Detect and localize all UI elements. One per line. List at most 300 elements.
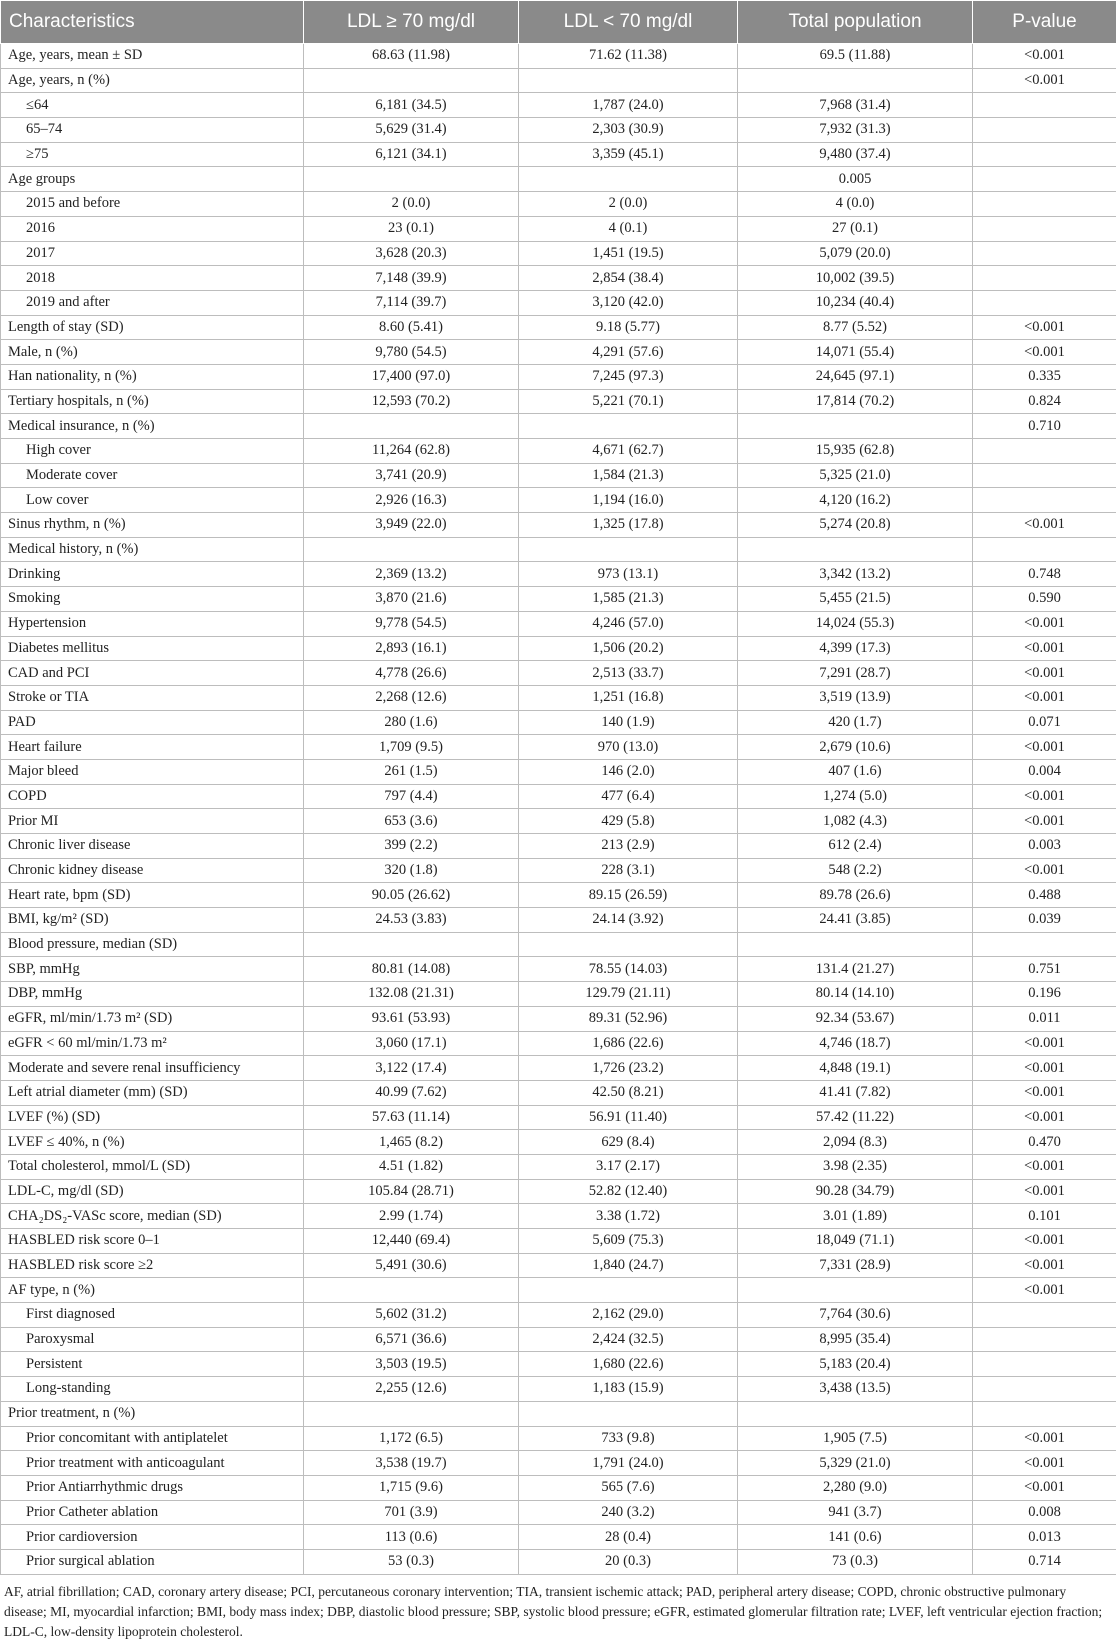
cell-ldl-high: 701 (3.9) (304, 1500, 519, 1525)
row-label: Prior concomitant with antiplatelet (1, 1426, 304, 1451)
cell-ldl-low: 970 (13.0) (519, 735, 738, 760)
cell-ldl-low: 1,194 (16.0) (519, 488, 738, 513)
cell-p-value: 0.590 (973, 587, 1116, 612)
cell-ldl-low: 2,424 (32.5) (519, 1327, 738, 1352)
cell-p-value: <0.001 (973, 784, 1116, 809)
cell-ldl-high: 3,060 (17.1) (304, 1031, 519, 1056)
row-label: SBP, mmHg (1, 957, 304, 982)
cell-p-value: 0.011 (973, 1006, 1116, 1031)
table-row (1, 167, 1116, 192)
cell-p-value: <0.001 (973, 1229, 1116, 1254)
table-row (1, 1204, 1116, 1229)
cell-p-value (973, 266, 1116, 291)
cell-total: 80.14 (14.10) (738, 982, 973, 1007)
cell-ldl-high: 3,870 (21.6) (304, 587, 519, 612)
row-label: Prior Antiarrhythmic drugs (1, 1475, 304, 1500)
row-label: Moderate and severe renal insufficiency (1, 1056, 304, 1081)
cell-p-value (973, 1401, 1116, 1426)
table-row (1, 44, 1116, 69)
cell-p-value: <0.001 (973, 513, 1116, 538)
table-row (1, 1475, 1116, 1500)
cell-total: 1,274 (5.0) (738, 784, 973, 809)
cell-ldl-low: 1,325 (17.8) (519, 513, 738, 538)
table-row (1, 340, 1116, 365)
cell-ldl-high: 3,949 (22.0) (304, 513, 519, 538)
table-row (1, 192, 1116, 217)
cell-ldl-high: 132.08 (21.31) (304, 982, 519, 1007)
cell-p-value: 0.824 (973, 389, 1116, 414)
table-row (1, 1056, 1116, 1081)
cell-ldl-low: 1,585 (21.3) (519, 587, 738, 612)
cell-total: 89.78 (26.6) (738, 883, 973, 908)
cell-ldl-low: 1,251 (16.8) (519, 685, 738, 710)
table-row (1, 932, 1116, 957)
table-row (1, 439, 1116, 464)
cell-ldl-high: 17,400 (97.0) (304, 364, 519, 389)
table-row (1, 908, 1116, 933)
row-label: LVEF ≤ 40%, n (%) (1, 1130, 304, 1155)
row-label: Persistent (1, 1352, 304, 1377)
row-label: High cover (1, 439, 304, 464)
row-label: Prior treatment with anticoagulant (1, 1451, 304, 1476)
cell-p-value: 0.004 (973, 759, 1116, 784)
row-label: Medical insurance, n (%) (1, 414, 304, 439)
table-row (1, 1500, 1116, 1525)
cell-p-value (973, 118, 1116, 143)
cell-ldl-high: 261 (1.5) (304, 759, 519, 784)
cell-ldl-low: 20 (0.3) (519, 1549, 738, 1574)
cell-ldl-high (304, 167, 519, 192)
cell-ldl-high: 2,255 (12.6) (304, 1377, 519, 1402)
cell-p-value (973, 537, 1116, 562)
cell-p-value: <0.001 (973, 1056, 1116, 1081)
cell-p-value: 0.710 (973, 414, 1116, 439)
cell-ldl-high: 3,122 (17.4) (304, 1056, 519, 1081)
cell-ldl-high: 3,538 (19.7) (304, 1451, 519, 1476)
row-label: Paroxysmal (1, 1327, 304, 1352)
row-label: Smoking (1, 587, 304, 612)
cell-ldl-high: 6,571 (36.6) (304, 1327, 519, 1352)
cell-ldl-high: 12,440 (69.4) (304, 1229, 519, 1254)
cell-ldl-high (304, 68, 519, 93)
table-row (1, 537, 1116, 562)
cell-p-value (973, 1327, 1116, 1352)
table-row (1, 809, 1116, 834)
cell-ldl-low: 240 (3.2) (519, 1500, 738, 1525)
cell-total: 14,024 (55.3) (738, 611, 973, 636)
row-label: eGFR, ml/min/1.73 m² (SD) (1, 1006, 304, 1031)
row-label: Blood pressure, median (SD) (1, 932, 304, 957)
cell-total: 24.41 (3.85) (738, 908, 973, 933)
row-label: 2019 and after (1, 290, 304, 315)
cell-total: 7,968 (31.4) (738, 93, 973, 118)
cell-ldl-high: 2,893 (16.1) (304, 636, 519, 661)
cell-p-value: <0.001 (973, 735, 1116, 760)
cell-ldl-high: 7,148 (39.9) (304, 266, 519, 291)
table-row (1, 290, 1116, 315)
cell-ldl-low: 129.79 (21.11) (519, 982, 738, 1007)
row-label: Sinus rhythm, n (%) (1, 513, 304, 538)
cell-ldl-low (519, 1278, 738, 1303)
row-label: Major bleed (1, 759, 304, 784)
cell-p-value: 0.013 (973, 1525, 1116, 1550)
cell-ldl-low: 4,291 (57.6) (519, 340, 738, 365)
row-label: Moderate cover (1, 463, 304, 488)
cell-p-value (973, 93, 1116, 118)
cell-ldl-low: 1,680 (22.6) (519, 1352, 738, 1377)
cell-total: 3,438 (13.5) (738, 1377, 973, 1402)
cell-ldl-high: 9,780 (54.5) (304, 340, 519, 365)
cell-ldl-high: 2,268 (12.6) (304, 685, 519, 710)
cell-p-value: 0.748 (973, 562, 1116, 587)
table-row (1, 562, 1116, 587)
cell-ldl-low: 973 (13.1) (519, 562, 738, 587)
cell-ldl-low: 2 (0.0) (519, 192, 738, 217)
cell-ldl-high (304, 414, 519, 439)
table-row (1, 735, 1116, 760)
cell-total: 18,049 (71.1) (738, 1229, 973, 1254)
cell-ldl-high: 1,715 (9.6) (304, 1475, 519, 1500)
cell-total: 5,325 (21.0) (738, 463, 973, 488)
cell-ldl-high: 93.61 (53.93) (304, 1006, 519, 1031)
cell-p-value: <0.001 (973, 1031, 1116, 1056)
cell-ldl-low: 733 (9.8) (519, 1426, 738, 1451)
cell-total: 1,905 (7.5) (738, 1426, 973, 1451)
cell-ldl-high: 1,172 (6.5) (304, 1426, 519, 1451)
cell-ldl-high: 2,926 (16.3) (304, 488, 519, 513)
row-label: Stroke or TIA (1, 685, 304, 710)
cell-p-value: <0.001 (973, 1154, 1116, 1179)
row-label: Low cover (1, 488, 304, 513)
row-label: Prior cardioversion (1, 1525, 304, 1550)
cell-p-value (973, 439, 1116, 464)
row-label: CHA₂DS₂-VASc score, median (SD) (1, 1204, 304, 1229)
table-row (1, 142, 1116, 167)
cell-p-value: <0.001 (973, 661, 1116, 686)
table-row (1, 1130, 1116, 1155)
table-row (1, 957, 1116, 982)
cell-total: 8.77 (5.52) (738, 315, 973, 340)
table-row (1, 611, 1116, 636)
cell-p-value: <0.001 (973, 1179, 1116, 1204)
cell-total: 5,274 (20.8) (738, 513, 973, 538)
row-label: Age, years, mean ± SD (1, 44, 304, 69)
table-row (1, 784, 1116, 809)
cell-p-value: 0.003 (973, 834, 1116, 859)
cell-ldl-high: 320 (1.8) (304, 858, 519, 883)
cell-p-value: 0.071 (973, 710, 1116, 735)
table-row (1, 266, 1116, 291)
cell-total: 3,342 (13.2) (738, 562, 973, 587)
row-label: 2016 (1, 216, 304, 241)
cell-ldl-high (304, 1401, 519, 1426)
cell-total: 4 (0.0) (738, 192, 973, 217)
cell-total: 92.34 (53.67) (738, 1006, 973, 1031)
table-row (1, 364, 1116, 389)
cell-total: 3,519 (13.9) (738, 685, 973, 710)
cell-p-value: <0.001 (973, 611, 1116, 636)
cell-total: 2,094 (8.3) (738, 1130, 973, 1155)
cell-ldl-low: 429 (5.8) (519, 809, 738, 834)
cell-total: 7,932 (31.3) (738, 118, 973, 143)
row-label: Diabetes mellitus (1, 636, 304, 661)
cell-ldl-high: 3,628 (20.3) (304, 241, 519, 266)
cell-total: 5,079 (20.0) (738, 241, 973, 266)
cell-p-value (973, 192, 1116, 217)
cell-ldl-high (304, 537, 519, 562)
cell-total: 90.28 (34.79) (738, 1179, 973, 1204)
table-row (1, 1105, 1116, 1130)
cell-p-value (973, 142, 1116, 167)
cell-p-value (973, 167, 1116, 192)
cell-ldl-low (519, 932, 738, 957)
cell-ldl-low: 2,854 (38.4) (519, 266, 738, 291)
cell-p-value: 0.488 (973, 883, 1116, 908)
cell-p-value: <0.001 (973, 1426, 1116, 1451)
row-label: Prior MI (1, 809, 304, 834)
table-row (1, 463, 1116, 488)
table-row (1, 414, 1116, 439)
cell-total: 0.005 (738, 167, 973, 192)
table-row (1, 1080, 1116, 1105)
cell-total: 15,935 (62.8) (738, 439, 973, 464)
cell-ldl-low: 1,726 (23.2) (519, 1056, 738, 1081)
row-label: Han nationality, n (%) (1, 364, 304, 389)
table-row (1, 513, 1116, 538)
cell-ldl-low: 1,840 (24.7) (519, 1253, 738, 1278)
row-label: Prior Catheter ablation (1, 1500, 304, 1525)
cell-ldl-high: 105.84 (28.71) (304, 1179, 519, 1204)
cell-total (738, 68, 973, 93)
cell-p-value: <0.001 (973, 1105, 1116, 1130)
cell-ldl-low: 3.17 (2.17) (519, 1154, 738, 1179)
cell-ldl-low (519, 537, 738, 562)
cell-total: 5,183 (20.4) (738, 1352, 973, 1377)
cell-ldl-high: 113 (0.6) (304, 1525, 519, 1550)
row-label: Total cholesterol, mmol/L (SD) (1, 1154, 304, 1179)
cell-total: 4,399 (17.3) (738, 636, 973, 661)
table-row (1, 68, 1116, 93)
cell-total: 41.41 (7.82) (738, 1080, 973, 1105)
cell-ldl-high: 3,503 (19.5) (304, 1352, 519, 1377)
cell-ldl-low: 28 (0.4) (519, 1525, 738, 1550)
row-label: COPD (1, 784, 304, 809)
cell-ldl-high: 90.05 (26.62) (304, 883, 519, 908)
row-label: Prior treatment, n (%) (1, 1401, 304, 1426)
row-label: HASBLED risk score 0–1 (1, 1229, 304, 1254)
cell-total: 14,071 (55.4) (738, 340, 973, 365)
table-row (1, 1401, 1116, 1426)
table-row (1, 389, 1116, 414)
row-label: LVEF (%) (SD) (1, 1105, 304, 1130)
cell-total: 612 (2.4) (738, 834, 973, 859)
table-row (1, 710, 1116, 735)
cell-total: 7,331 (28.9) (738, 1253, 973, 1278)
table-row (1, 982, 1116, 1007)
table-row (1, 1006, 1116, 1031)
cell-total: 27 (0.1) (738, 216, 973, 241)
row-label: DBP, mmHg (1, 982, 304, 1007)
cell-ldl-high: 9,778 (54.5) (304, 611, 519, 636)
table-row (1, 587, 1116, 612)
cell-ldl-high: 797 (4.4) (304, 784, 519, 809)
cell-ldl-high: 53 (0.3) (304, 1549, 519, 1574)
cell-total (738, 932, 973, 957)
row-label: HASBLED risk score ≥2 (1, 1253, 304, 1278)
row-label: ≥75 (1, 142, 304, 167)
cell-ldl-low: 56.91 (11.40) (519, 1105, 738, 1130)
cell-ldl-high: 7,114 (39.7) (304, 290, 519, 315)
table-row (1, 216, 1116, 241)
row-label: ≤64 (1, 93, 304, 118)
cell-ldl-low (519, 68, 738, 93)
table-row (1, 93, 1116, 118)
cell-ldl-low: 2,303 (30.9) (519, 118, 738, 143)
cell-ldl-high: 5,629 (31.4) (304, 118, 519, 143)
cell-p-value: <0.001 (973, 315, 1116, 340)
header-total-population: Total population (738, 1, 973, 44)
cell-ldl-low: 7,245 (97.3) (519, 364, 738, 389)
row-label: Heart failure (1, 735, 304, 760)
cell-total: 57.42 (11.22) (738, 1105, 973, 1130)
cell-ldl-high: 280 (1.6) (304, 710, 519, 735)
cell-ldl-low: 71.62 (11.38) (519, 44, 738, 69)
cell-ldl-low: 2,162 (29.0) (519, 1303, 738, 1328)
cell-total: 548 (2.2) (738, 858, 973, 883)
cell-total: 73 (0.3) (738, 1549, 973, 1574)
cell-ldl-high: 6,181 (34.5) (304, 93, 519, 118)
cell-p-value: <0.001 (973, 1278, 1116, 1303)
cell-ldl-low: 140 (1.9) (519, 710, 738, 735)
row-label: Chronic liver disease (1, 834, 304, 859)
cell-p-value: <0.001 (973, 1080, 1116, 1105)
row-label: Left atrial diameter (mm) (SD) (1, 1080, 304, 1105)
cell-p-value: 0.008 (973, 1500, 1116, 1525)
cell-ldl-high: 57.63 (11.14) (304, 1105, 519, 1130)
row-label: Tertiary hospitals, n (%) (1, 389, 304, 414)
cell-p-value: <0.001 (973, 68, 1116, 93)
row-label: LDL-C, mg/dl (SD) (1, 1179, 304, 1204)
table-row (1, 661, 1116, 686)
cell-ldl-low: 5,609 (75.3) (519, 1229, 738, 1254)
cell-ldl-low: 4,246 (57.0) (519, 611, 738, 636)
cell-total (738, 537, 973, 562)
table-row (1, 858, 1116, 883)
cell-p-value: 0.335 (973, 364, 1116, 389)
cell-p-value: <0.001 (973, 44, 1116, 69)
cell-ldl-high (304, 1278, 519, 1303)
row-label: eGFR < 60 ml/min/1.73 m² (1, 1031, 304, 1056)
table-row (1, 1303, 1116, 1328)
header-ldl-high: LDL ≥ 70 mg/dl (304, 1, 519, 44)
cell-ldl-high: 4,778 (26.6) (304, 661, 519, 686)
row-label: 65–74 (1, 118, 304, 143)
cell-p-value: 0.470 (973, 1130, 1116, 1155)
header-row (1, 1, 1116, 44)
cell-ldl-high: 653 (3.6) (304, 809, 519, 834)
row-label: 2017 (1, 241, 304, 266)
cell-p-value: 0.039 (973, 908, 1116, 933)
table-row (1, 636, 1116, 661)
cell-ldl-low: 228 (3.1) (519, 858, 738, 883)
cell-p-value: <0.001 (973, 1451, 1116, 1476)
cell-total (738, 1278, 973, 1303)
cell-p-value (973, 241, 1116, 266)
cell-ldl-high: 1,465 (8.2) (304, 1130, 519, 1155)
cell-ldl-high: 5,602 (31.2) (304, 1303, 519, 1328)
table-row (1, 1031, 1116, 1056)
cell-p-value (973, 1352, 1116, 1377)
table-row (1, 118, 1116, 143)
cell-ldl-low: 629 (8.4) (519, 1130, 738, 1155)
table-row (1, 759, 1116, 784)
table-row (1, 1352, 1116, 1377)
cell-total: 24,645 (97.1) (738, 364, 973, 389)
cell-ldl-low: 2,513 (33.7) (519, 661, 738, 686)
cell-ldl-high: 4.51 (1.82) (304, 1154, 519, 1179)
cell-p-value: <0.001 (973, 809, 1116, 834)
cell-total: 9,480 (37.4) (738, 142, 973, 167)
table-body (1, 44, 1116, 1575)
row-label: Chronic kidney disease (1, 858, 304, 883)
cell-p-value: 0.751 (973, 957, 1116, 982)
row-label: Long-standing (1, 1377, 304, 1402)
cell-ldl-low: 213 (2.9) (519, 834, 738, 859)
row-label: Male, n (%) (1, 340, 304, 365)
cell-ldl-high: 2 (0.0) (304, 192, 519, 217)
cell-ldl-low: 52.82 (12.40) (519, 1179, 738, 1204)
cell-ldl-low: 3,359 (45.1) (519, 142, 738, 167)
cell-total: 131.4 (21.27) (738, 957, 973, 982)
cell-p-value (973, 932, 1116, 957)
cell-ldl-high: 11,264 (62.8) (304, 439, 519, 464)
row-label: Prior surgical ablation (1, 1549, 304, 1574)
cell-total: 10,234 (40.4) (738, 290, 973, 315)
row-label: Age groups (1, 167, 304, 192)
cell-total: 3.98 (2.35) (738, 1154, 973, 1179)
table-footnote: AF, atrial fibrillation; CAD, coronary artery disease; PCI, percutaneous coronary intervention; TIA, transient ischemic attack; PAD, peripheral artery disease; COPD, chronic obstructive pulmonary disease; MI, myocardial infarction; BMI, body mass index; DBP, diastolic blood pressure; SBP, systolic blood pressure; eGFR, estimated glomerular filtration rate; LVEF, left ventricular ejection fraction; LDL-C, low-density lipoprotein cholesterol. (4, 1583, 1103, 1639)
table-row (1, 1549, 1116, 1574)
cell-total: 8,995 (35.4) (738, 1327, 973, 1352)
row-label: 2015 and before (1, 192, 304, 217)
cell-ldl-low: 146 (2.0) (519, 759, 738, 784)
table-row (1, 1426, 1116, 1451)
cell-p-value: 0.714 (973, 1549, 1116, 1574)
cell-p-value (973, 216, 1116, 241)
row-label: Length of stay (SD) (1, 315, 304, 340)
cell-total: 69.5 (11.88) (738, 44, 973, 69)
cell-ldl-low: 1,787 (24.0) (519, 93, 738, 118)
table-row (1, 315, 1116, 340)
header-p-value: P-value (973, 1, 1116, 44)
table-header (1, 1, 1116, 44)
table-row (1, 1229, 1116, 1254)
table-row (1, 1525, 1116, 1550)
row-label: First diagnosed (1, 1303, 304, 1328)
cell-p-value: <0.001 (973, 636, 1116, 661)
row-label: Drinking (1, 562, 304, 587)
table-row (1, 1377, 1116, 1402)
table-row (1, 883, 1116, 908)
cell-ldl-high: 2,369 (13.2) (304, 562, 519, 587)
cell-p-value (973, 290, 1116, 315)
cell-total (738, 1401, 973, 1426)
cell-total: 7,291 (28.7) (738, 661, 973, 686)
cell-ldl-low: 4,671 (62.7) (519, 439, 738, 464)
cell-ldl-low: 1,686 (22.6) (519, 1031, 738, 1056)
row-label: 2018 (1, 266, 304, 291)
cell-ldl-low: 565 (7.6) (519, 1475, 738, 1500)
